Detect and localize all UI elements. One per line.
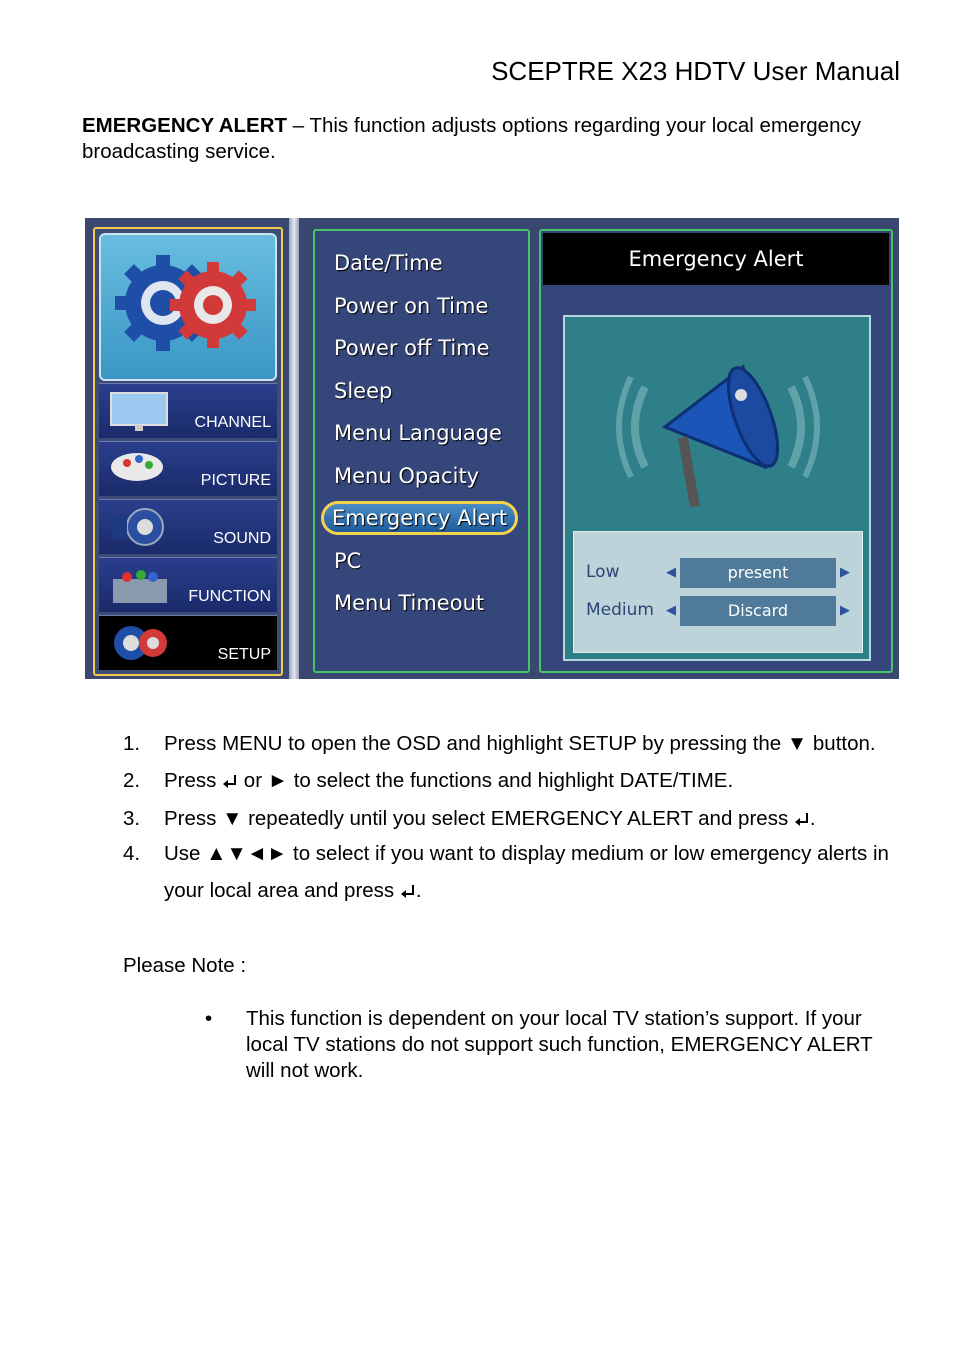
- note-label: Please Note :: [123, 954, 247, 977]
- gears-icon: [101, 235, 275, 379]
- panel-body: [563, 315, 871, 661]
- step-text: Press ▼ repeatedly until you select EMERGENCY ALERT and press: [164, 807, 794, 830]
- toolbox-icon: [105, 563, 175, 607]
- category-channel[interactable]: [99, 383, 277, 438]
- left-arrow-icon[interactable]: ◀: [666, 564, 676, 579]
- left-arrow-icon[interactable]: ◀: [666, 602, 676, 617]
- step-text-continued: .: [809, 807, 816, 830]
- category-label: CHANNEL: [194, 414, 271, 431]
- step-text: Use ▲▼◄► to select if you want to display medium or low emergency alerts in your local area and press: [164, 842, 889, 902]
- step-text-continued: or ► to select the functions and highlight DATE/TIME.: [238, 769, 734, 792]
- note-bullet-item: [205, 1006, 895, 1084]
- osd-divider: [289, 218, 299, 679]
- category-picture[interactable]: [99, 441, 277, 496]
- instruction-steps: [123, 731, 893, 909]
- enter-key-icon: [400, 884, 416, 899]
- palette-icon: [105, 447, 175, 491]
- megaphone-icon: [565, 317, 869, 527]
- step-2: [123, 768, 893, 794]
- menu-item-sleep[interactable]: Sleep: [334, 379, 393, 403]
- setup-menu: [313, 229, 530, 673]
- note-text: This function is dependent on your local TV station’s support. If your local TV stations do not support such function, EMERGENCY ALERT will not work.: [246, 1007, 873, 1082]
- enter-key-icon: [222, 774, 238, 789]
- menu-item-power-off-time[interactable]: Power off Time: [334, 336, 490, 360]
- option-label: Medium: [586, 600, 654, 620]
- category-function[interactable]: [99, 557, 277, 612]
- menu-item-menu-opacity[interactable]: Menu Opacity: [334, 464, 480, 488]
- category-label: PICTURE: [200, 472, 271, 489]
- option-label: Low: [586, 562, 620, 582]
- menu-item-power-on-time[interactable]: Power on Time: [334, 294, 489, 318]
- option-row-medium: [574, 596, 862, 626]
- category-label: FUNCTION: [188, 588, 271, 605]
- osd-screenshot: [85, 218, 899, 679]
- menu-item-pc[interactable]: PC: [334, 549, 362, 573]
- small-gears-icon: [105, 621, 175, 665]
- step-number: 3.: [123, 807, 141, 830]
- category-label: SOUND: [213, 530, 271, 547]
- step-1: [123, 731, 893, 757]
- tv-icon: [105, 389, 175, 433]
- manual-title: SCEPTRE X23 HDTV User Manual: [491, 56, 900, 86]
- menu-item-menu-timeout[interactable]: Menu Timeout: [334, 591, 485, 615]
- step-4: [123, 835, 893, 909]
- menu-item-emergency-alert[interactable]: Emergency Alert: [321, 501, 518, 535]
- step-text: Press MENU to open the OSD and highlight SETUP by pressing the ▼ button.: [164, 732, 876, 755]
- speaker-icon: [105, 505, 175, 549]
- step-number: 2.: [123, 769, 141, 792]
- panel-title: Emergency Alert: [543, 233, 889, 285]
- menu-item-date-time[interactable]: Date/Time: [334, 251, 443, 275]
- option-value[interactable]: present: [680, 558, 836, 588]
- enter-key-icon: [794, 812, 810, 827]
- step-number: 1.: [123, 732, 141, 755]
- emergency-alert-panel: [539, 229, 893, 673]
- step-3: [123, 806, 893, 832]
- right-arrow-icon[interactable]: ▶: [840, 602, 850, 617]
- step-text: Press: [164, 769, 223, 792]
- category-column: [93, 227, 283, 676]
- right-arrow-icon[interactable]: ▶: [840, 564, 850, 579]
- category-label: SETUP: [217, 646, 271, 663]
- option-row-low: [574, 558, 862, 588]
- intro-paragraph: [82, 113, 882, 165]
- intro-term: EMERGENCY ALERT: [82, 114, 288, 137]
- option-value[interactable]: Discard: [680, 596, 836, 626]
- step-number: 4.: [123, 842, 141, 865]
- setup-gears-hero: [99, 233, 277, 381]
- bullet-icon: •: [205, 1007, 213, 1030]
- intro-text: – This function adjusts options regarding your local emergency broadcasting service.: [82, 114, 861, 163]
- alert-options: [573, 531, 863, 653]
- menu-item-menu-language[interactable]: Menu Language: [334, 421, 502, 445]
- category-setup[interactable]: [99, 615, 277, 670]
- category-sound[interactable]: [99, 499, 277, 554]
- step-text-continued: .: [415, 879, 422, 902]
